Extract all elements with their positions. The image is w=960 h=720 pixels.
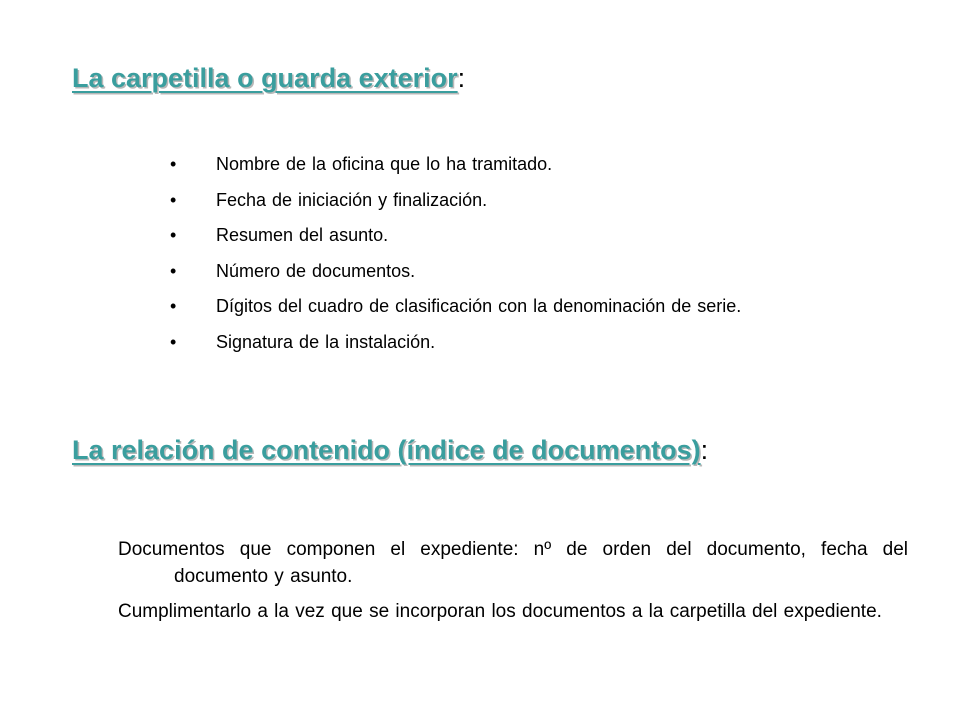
- bullet-dot: •: [170, 189, 177, 210]
- bullet-item: [170, 152, 850, 176]
- bullet-text: Nombre de la oficina que lo ha tramitado.: [216, 154, 553, 174]
- section-title-relacion: [72, 434, 708, 466]
- paragraph: Cumplimentarlo a la vez que se incorporan los documentos a la carpetilla del expediente.: [118, 601, 882, 622]
- bullet-dot: •: [170, 225, 177, 245]
- relacion-paragraphs: [118, 536, 908, 633]
- bullet-dot: •: [170, 260, 177, 281]
- section-title-carpetilla: [72, 62, 465, 94]
- bullet-text: Número de documentos.: [216, 260, 416, 281]
- section-title-colon: :: [700, 435, 709, 465]
- section-title-colon: :: [457, 63, 466, 93]
- bullet-text: Signatura de la instalación.: [216, 331, 436, 352]
- bullet-dot: •: [170, 331, 177, 352]
- bullet-item: [170, 259, 850, 283]
- paragraph: Documentos que componen el expediente: nº de orden del documento, fecha del documento y asunto.: [118, 539, 908, 587]
- section-title-carpetilla-link[interactable]: La carpetilla o guarda exterior: [72, 63, 458, 93]
- bullet-item: [170, 330, 850, 354]
- section-title-relacion-link[interactable]: La relación de contenido (índice de documentos): [72, 435, 701, 465]
- bullet-item: [170, 188, 850, 212]
- bullet-text: Fecha de iniciación y finalización.: [216, 189, 488, 210]
- bullet-dot: •: [170, 154, 177, 174]
- bullet-text: Dígitos del cuadro de clasificación con la denominación de serie.: [216, 296, 742, 316]
- bullet-text: Resumen del asunto.: [216, 225, 389, 245]
- bullet-item: [170, 223, 850, 247]
- bullet-dot: •: [170, 296, 177, 316]
- carpetilla-bullet-list: [170, 152, 850, 365]
- bullet-item: [170, 294, 850, 318]
